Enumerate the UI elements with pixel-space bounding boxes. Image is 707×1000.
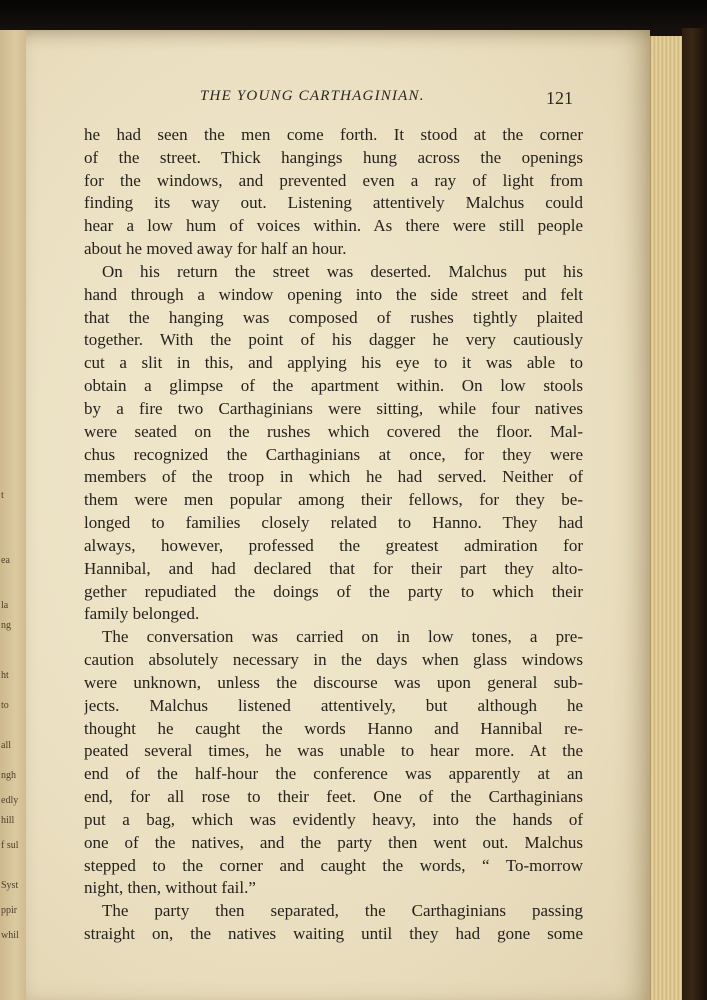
text-line: were unknown, unless the discourse was upon general sub- bbox=[84, 672, 583, 692]
text-line: them were men popular among their fellows, for they be- bbox=[84, 490, 583, 510]
facing-page-fragment: ht bbox=[1, 670, 9, 681]
text-line: about he moved away for half an hour. bbox=[84, 239, 347, 259]
facing-page-fragment: to bbox=[1, 700, 9, 711]
text-line: cut a slit in this, and applying his eye to it was able to bbox=[84, 353, 583, 373]
running-head bbox=[200, 88, 580, 110]
text-line: members of the troop in which he had served. Neither of bbox=[84, 467, 583, 487]
facing-page-fragment: ng bbox=[1, 620, 11, 631]
text-line: thought he caught the words Hanno and Hannibal re- bbox=[84, 718, 583, 738]
text-line: always, however, professed the greatest admiration for bbox=[84, 535, 583, 555]
facing-page-fragment: f sul bbox=[1, 840, 19, 851]
book-cover bbox=[682, 28, 707, 1000]
text-line: by a fire two Carthaginians were sitting, while four natives bbox=[84, 398, 583, 418]
text-line: stepped to the corner and caught the words, “ To-morrow bbox=[84, 855, 583, 875]
text-line: for the windows, and prevented even a ray of light from bbox=[84, 170, 583, 190]
text-line: obtain a glimpse of the apartment within. On low stools bbox=[84, 376, 583, 396]
text-line: family belonged. bbox=[84, 604, 200, 624]
facing-page-fragment: la bbox=[1, 600, 9, 611]
text-line: The conversation was carried on in low tones, a pre- bbox=[102, 627, 583, 647]
text-line: straight on, the natives waiting until they had gone some bbox=[84, 923, 583, 943]
text-line: that the hanging was composed of rushes tightly plaited bbox=[84, 307, 583, 327]
facing-page-fragment: hill bbox=[1, 815, 15, 826]
text-line: together. With the point of his dagger he very cautiously bbox=[84, 330, 583, 350]
text-line: chus recognized the Carthaginians at once, for they were bbox=[84, 444, 583, 464]
text-line: hand through a window opening into the side street and felt bbox=[84, 284, 583, 304]
facing-page-fragment: Syst bbox=[1, 880, 19, 891]
text-line: put a bag, which was evidently heavy, into the hands of bbox=[84, 809, 583, 829]
text-line: The party then separated, the Carthaginians passing bbox=[102, 901, 583, 921]
text-line: he had seen the men come forth. It stood at the corner bbox=[84, 125, 583, 144]
page-edges bbox=[650, 36, 683, 1000]
text-line: end of the half-hour the conference was apparently at an bbox=[84, 764, 583, 784]
facing-page-edge bbox=[0, 30, 27, 1000]
facing-page-fragment: whil bbox=[1, 930, 19, 941]
text-line: of the street. Thick hangings hung across the openings bbox=[84, 147, 583, 167]
page-number: 121 bbox=[546, 88, 573, 108]
text-line: hear a low hum of voices within. As there were still people bbox=[84, 216, 583, 236]
running-title: THE YOUNG CARTHAGINIAN. bbox=[200, 88, 425, 104]
facing-page-fragment: all bbox=[1, 740, 11, 751]
text-line: Hannibal, and had declared that for their part they alto- bbox=[84, 558, 583, 578]
facing-page-fragment: t bbox=[1, 490, 4, 501]
text-line: end, for all rose to their feet. One of the Carthaginians bbox=[84, 787, 583, 807]
facing-page-fragment: ngh bbox=[1, 770, 16, 781]
text-line: caution absolutely necessary in the days when glass windows bbox=[84, 650, 583, 670]
text-line: On his return the street was deserted. Malchus put his bbox=[102, 261, 583, 281]
text-line: were seated on the rushes which covered the floor. Mal- bbox=[84, 421, 583, 441]
text-line: one of the natives, and the party then went out. Malchus bbox=[84, 832, 583, 852]
text-line: finding its way out. Listening attentively Malchus could bbox=[84, 193, 583, 213]
text-line: peated several times, he was unable to hear more. At the bbox=[84, 741, 583, 761]
text-line: longed to families closely related to Hanno. They had bbox=[84, 513, 583, 533]
facing-page-fragment: ppir bbox=[1, 905, 18, 916]
text-line: jects. Malchus listened attentively, but although he bbox=[84, 695, 583, 715]
text-line: gether repudiated the doings of the party to which their bbox=[84, 581, 583, 601]
text-line: night, then, without fail.” bbox=[84, 878, 256, 898]
body-text bbox=[84, 124, 583, 946]
facing-page-fragment: edly bbox=[1, 795, 19, 806]
facing-page-fragment: ea bbox=[1, 555, 10, 566]
